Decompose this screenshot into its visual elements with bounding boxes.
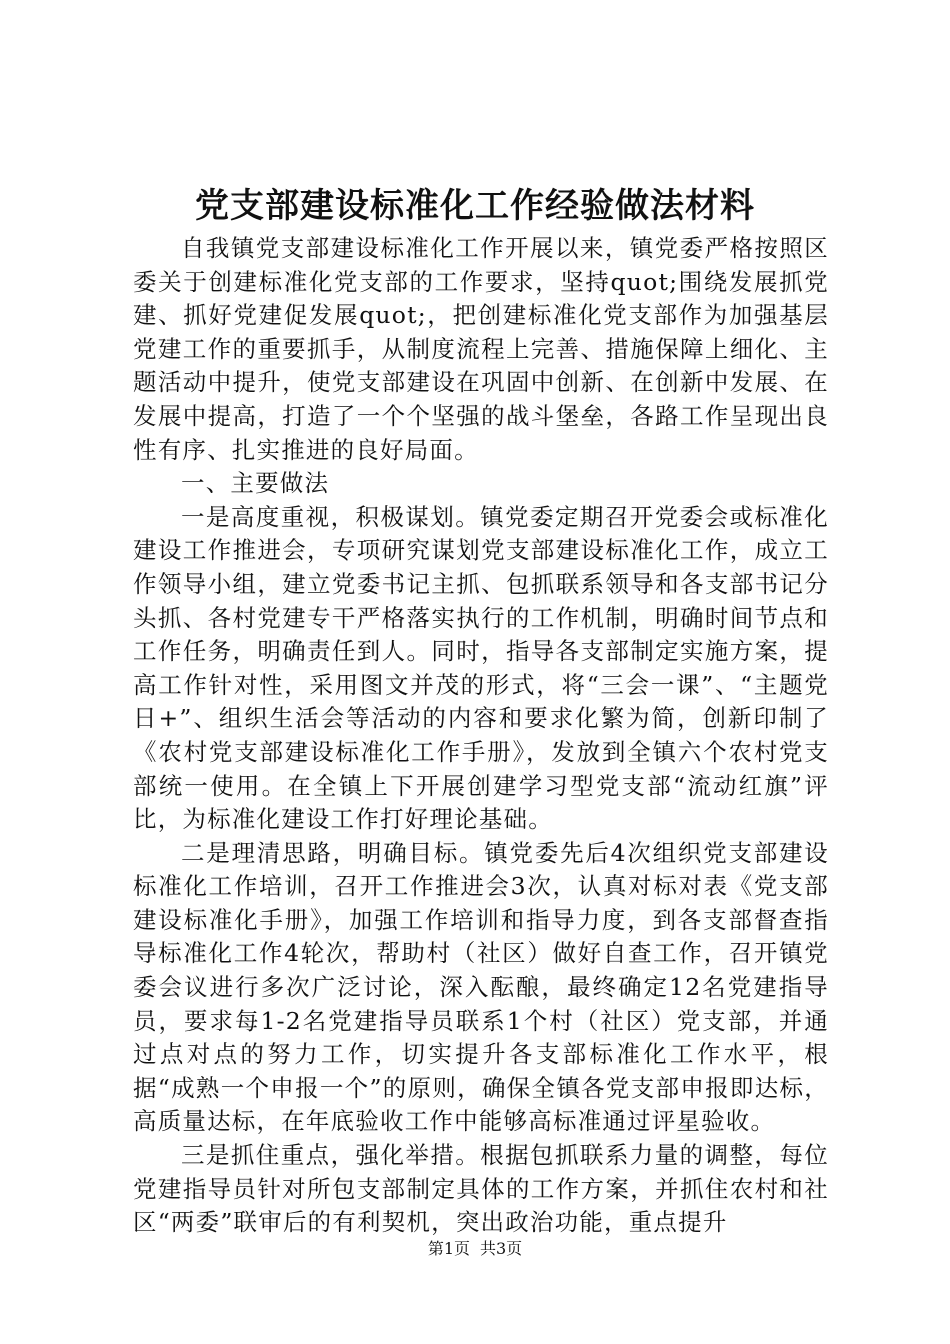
- paragraph-practice-two: 二是理清思路，明确目标。镇党委先后4次组织党支部建设标准化工作培训，召开工作推进会3次，认真对标对表《党支部建设标准化手册》，加强工作培训和指导力度，到各支部督查指导标准化工作4轮次，帮助村（社区）做好自查工作，召开镇党委会议进行多次广泛讨论，深入酝酿，最终确定12名党建指导员，要求每1-2名党建指导员联系1个村（社区）党支部，并通过点对点的努力工作，切实提升各支部标准化工作水平，根据“成熟一个申报一个”的原则，确保全镇各党支部申报即达标，高质量达标，在年底验收工作中能够高标准通过评星验收。: [133, 838, 829, 1136]
- document-body: [133, 232, 829, 1240]
- page-total: 共3页: [480, 1239, 523, 1258]
- section-heading-main-practices: 一、主要做法: [181, 469, 330, 498]
- document-title: 党支部建设标准化工作经验做法材料: [195, 186, 755, 226]
- page-footer: [0, 1238, 950, 1260]
- intro-paragraph: 自我镇党支部建设标准化工作开展以来，镇党委严格按照区委关于创建标准化党支部的工作要求，坚持quot;围绕发展抓党建、抓好党建促发展quot;，把创建标准化党支部作为加强基层党建工作的重要抓手，从制度流程上完善、措施保障上细化、主题活动中提升，使党支部建设在巩固中创新、在创新中发展、在发展中提高，打造了一个个坚强的战斗堡垒，各路工作呈现出良性有序、扎实推进的良好局面。: [133, 234, 829, 464]
- page-number: 第1页: [427, 1239, 470, 1258]
- paragraph-practice-three: 三是抓住重点，强化举措。根据包抓联系力量的调整，每位党建指导员针对所包支部制定具体的工作方案，并抓住农村和社区“两委”联审后的有利契机，突出政治功能，重点提升: [133, 1141, 829, 1237]
- paragraph-practice-one: 一是高度重视，积极谋划。镇党委定期召开党委会或标准化建设工作推进会，专项研究谋划党支部建设标准化工作，成立工作领导小组，建立党委书记主抓、包抓联系领导和各支部书记分头抓、各村党建专干严格落实执行的工作机制，明确时间节点和工作任务，明确责任到人。同时，指导各支部制定实施方案，提高工作针对性，采用图文并茂的形式，将“三会一课”、“主题党日+”、组织生活会等活动的内容和要求化繁为简，创新印制了《农村党支部建设标准化工作手册》，发放到全镇六个农村党支部统一使用。在全镇上下开展创建学习型党支部“流动红旗”评比，为标准化建设工作打好理论基础。: [133, 502, 829, 834]
